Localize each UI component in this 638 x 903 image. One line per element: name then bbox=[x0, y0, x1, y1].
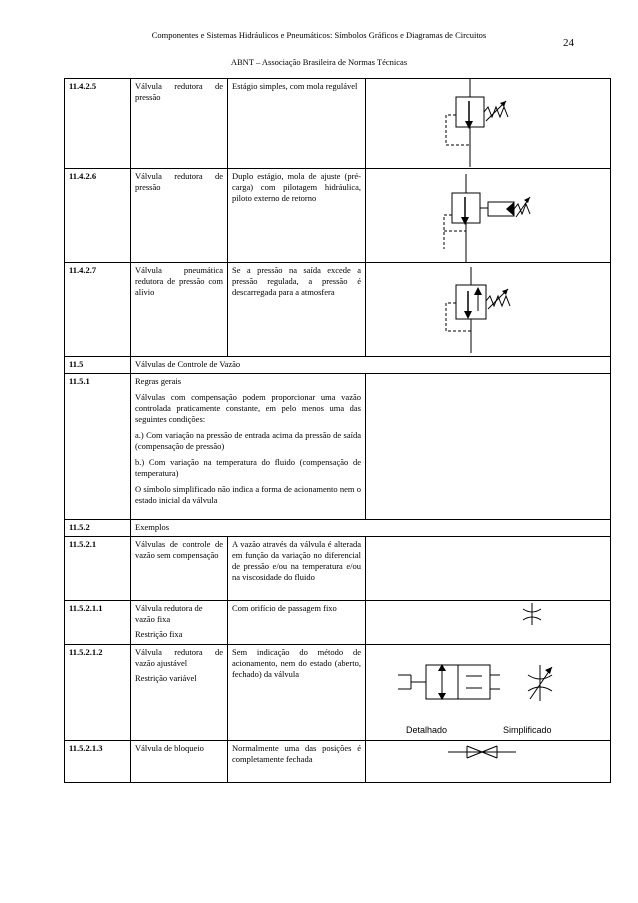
fixed-restriction-symbol bbox=[366, 601, 602, 645]
table-row bbox=[65, 741, 611, 783]
item-code: 11.5.2.1.3 bbox=[65, 741, 131, 783]
item-code: 11.5.2.1.1 bbox=[65, 601, 131, 645]
table-row bbox=[65, 537, 611, 601]
rules-paragraph: b.) Com variação na temperatura do fluido (compensação de temperatura) bbox=[135, 457, 361, 478]
rules-title: Regras gerais bbox=[135, 376, 182, 386]
item-name: Válvula redutora de vazão fixa bbox=[135, 603, 203, 624]
rules-paragraph: Válvulas com compensação podem proporcionar uma vazão controlada praticamente constante, em pelo menos uma das seguintes condições: bbox=[135, 392, 361, 424]
item-name-cell bbox=[131, 601, 228, 645]
table-row bbox=[65, 169, 611, 263]
shut-off-valve-symbol bbox=[366, 741, 602, 783]
caption-detailed: Detalhado bbox=[406, 725, 448, 735]
rules-text bbox=[131, 374, 366, 520]
page-number: 24 bbox=[563, 37, 574, 49]
item-description: Duplo estágio, mola de ajuste (pré-carga) com pilotagem hidráulica, piloto externo de retorno bbox=[228, 169, 366, 263]
item-name: Válvula redutora de pressão bbox=[131, 79, 228, 169]
item-description: A vazão através da válvula é alterada em função da variação no diferencial de pressão e/ou na temperatura e/ou na viscosidade do fluido bbox=[228, 537, 366, 601]
detailed-symbol bbox=[398, 665, 500, 699]
adjustable-restriction-symbols bbox=[366, 645, 602, 741]
examples-code: 11.5.2 bbox=[65, 520, 131, 537]
item-code: 11.4.2.5 bbox=[65, 79, 131, 169]
header-title: Componentes e Sistemas Hidráulicos e Pneumáticos: Símbolos Gráficos e Diagramas de Circuitos bbox=[151, 30, 487, 40]
section-title: Válvulas de Controle de Vazão bbox=[131, 357, 611, 374]
item-description: Normalmente uma das posições é completamente fechada bbox=[228, 741, 366, 783]
table-row bbox=[65, 601, 611, 645]
item-code: 11.5.2.1 bbox=[65, 537, 131, 601]
examples-title: Exemplos bbox=[131, 520, 611, 537]
item-name: Válvulas de controle de vazão sem compensação bbox=[131, 537, 228, 601]
pneumatic-relieving-valve-symbol bbox=[366, 263, 602, 357]
symbol-cell bbox=[366, 169, 611, 263]
section-code: 11.5 bbox=[65, 357, 131, 374]
item-name-cell bbox=[131, 645, 228, 741]
table-row bbox=[65, 79, 611, 169]
symbol-cell bbox=[366, 741, 611, 783]
rules-paragraph: O símbolo simplificado não indica a forma de acionamento nem o estado inicial da válvula bbox=[135, 484, 361, 505]
rules-paragraph: a.) Com variação na pressão de entrada acima da pressão de saída (compensação de pressão) bbox=[135, 430, 361, 451]
caption-simplified: Simplificado bbox=[503, 725, 552, 735]
symbol-cell bbox=[366, 601, 611, 645]
item-code: 11.4.2.6 bbox=[65, 169, 131, 263]
two-stage-pressure-reducing-valve-symbol bbox=[366, 169, 602, 263]
symbol-cell bbox=[366, 263, 611, 357]
section-row bbox=[65, 520, 611, 537]
rules-row bbox=[65, 374, 611, 520]
item-code: 11.5.2.1.2 bbox=[65, 645, 131, 741]
symbols-table bbox=[64, 78, 611, 783]
item-code: 11.4.2.7 bbox=[65, 263, 131, 357]
item-description: Com orifício de passagem fixo bbox=[228, 601, 366, 645]
item-name: Válvula redutora de pressão bbox=[131, 169, 228, 263]
empty-cell bbox=[366, 537, 611, 601]
table-row bbox=[65, 645, 611, 741]
empty-cell bbox=[366, 374, 611, 520]
item-subname: Restrição fixa bbox=[135, 629, 183, 639]
table-row bbox=[65, 263, 611, 357]
header-organization: ABNT – Associação Brasileira de Normas Técnicas bbox=[230, 57, 408, 67]
item-name: Válvula redutora de vazão ajustável bbox=[135, 647, 223, 668]
symbol-cell bbox=[366, 79, 611, 169]
item-name: Válvula de bloqueio bbox=[131, 741, 228, 783]
item-name: Válvula pneumática redutora de pressão com alívio bbox=[131, 263, 228, 357]
pressure-reducing-valve-symbol bbox=[366, 79, 602, 169]
item-description: Estágio simples, com mola regulável bbox=[228, 79, 366, 169]
rules-code: 11.5.1 bbox=[65, 374, 131, 520]
item-subname: Restrição variável bbox=[135, 673, 197, 683]
item-description: Sem indicação do método de acionamento, nem do estado (aberto, fechado) da válvula bbox=[228, 645, 366, 741]
item-description: Se a pressão na saída excede a pressão regulada, a pressão é descarregada para a atmosfera bbox=[228, 263, 366, 357]
symbol-cell bbox=[366, 645, 611, 741]
section-row bbox=[65, 357, 611, 374]
